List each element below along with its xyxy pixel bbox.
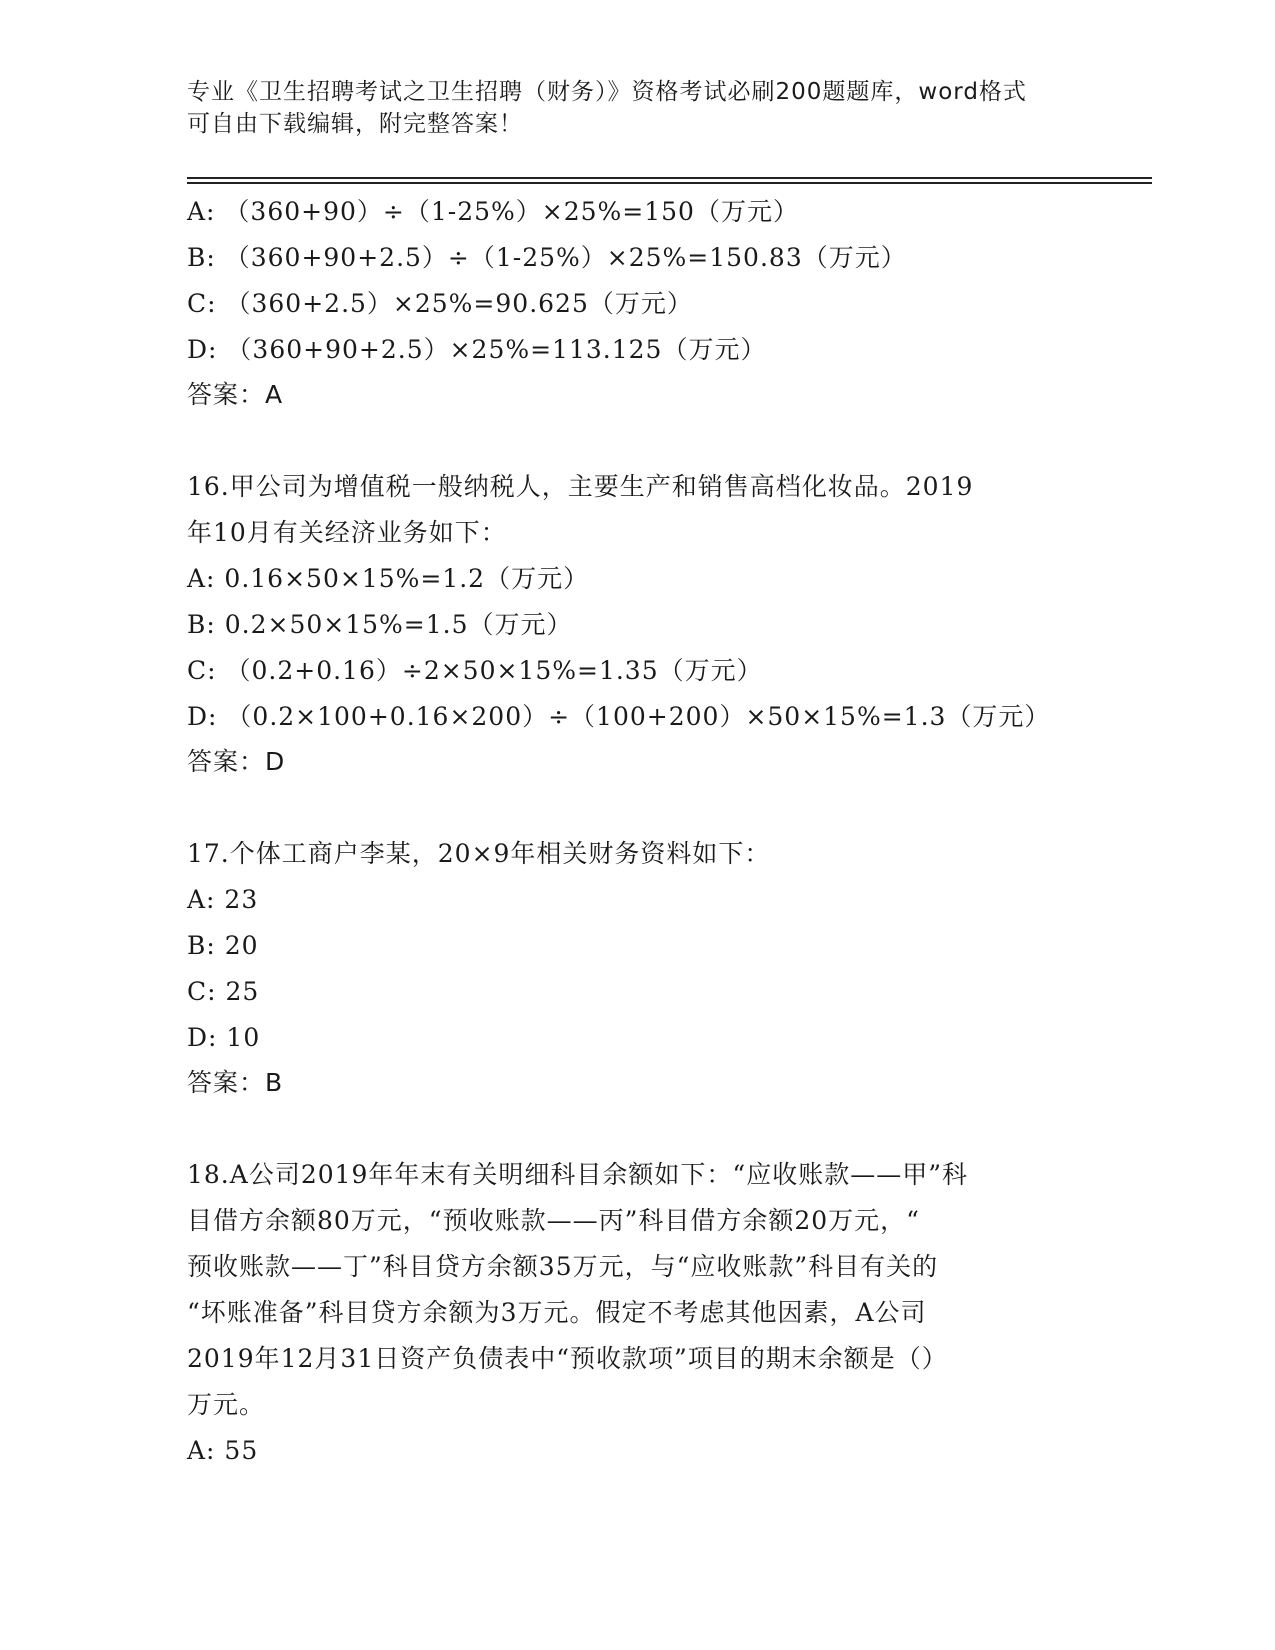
question-18 [187,1152,1087,1474]
document-header [187,76,1087,140]
option-d: D: （0.2×100+0.16×200）÷（100+200）×50×15%=1.3（万元） [187,702,1051,731]
option-a: A: 55 [187,1436,259,1465]
question-text-line: 目借方余额80万元，“预收账款——丙”科目借方余额20万元，“ [187,1206,920,1235]
question-text-line: 年10月有关经济业务如下： [187,518,507,547]
header-divider-top [187,177,1152,179]
option-c: C: （0.2+0.16）÷2×50×15%=1.35（万元） [187,656,763,685]
option-d: D: （360+90+2.5）×25%=113.125（万元） [187,335,767,364]
option-b: B: （360+90+2.5）÷（1-25%）×25%=150.83（万元） [187,243,907,272]
option-c: C: （360+2.5）×25%=90.625（万元） [187,289,693,318]
answer-line: 答案：A [187,380,284,409]
answer-line: 答案：B [187,1068,284,1097]
option-a: A: 0.16×50×15%=1.2（万元） [187,564,590,593]
option-d: D: 10 [187,1023,261,1052]
option-c: C: 25 [187,977,260,1006]
question-text-line: 万元。 [187,1390,266,1419]
header-title-line-1: 专业《卫生招聘考试之卫生招聘（财务）》资格考试必刷200题题库，word格式 [187,79,1027,105]
header-title-line-2: 可自由下载编辑，附完整答案！ [187,111,523,137]
question-text-line: 17.个体工商户李某，20×9年相关财务资料如下： [187,839,771,868]
option-a: A: （360+90）÷（1-25%）×25%=150（万元） [187,197,799,226]
question-spacer [187,1105,1087,1152]
question-17 [187,831,1087,1105]
question-text-line: 预收账款——丁”科目贷方余额35万元，与“应收账款”科目有关的 [187,1252,939,1281]
question-text-line: 16.甲公司为增值税一般纳税人，主要生产和销售高档化妆品。2019 [187,472,974,501]
question-16 [187,464,1087,784]
question-15 [187,189,1087,417]
header-divider-bottom [187,182,1152,184]
question-text-line: 2019年12月31日资产负债表中“预收款项”项目的期末余额是（） [187,1344,948,1373]
question-list [187,189,1087,1474]
option-b: B: 0.2×50×15%=1.5（万元） [187,610,573,639]
question-spacer [187,417,1087,464]
option-b: B: 20 [187,931,259,960]
question-text-line: “坏账准备”科目贷方余额为3万元。假定不考虑其他因素，A公司 [187,1298,927,1327]
answer-line: 答案：D [187,747,286,776]
option-a: A: 23 [187,885,259,914]
question-text-line: 18.A公司2019年年末有关明细科目余额如下：“应收账款——甲”科 [187,1160,968,1189]
question-spacer [187,784,1087,831]
